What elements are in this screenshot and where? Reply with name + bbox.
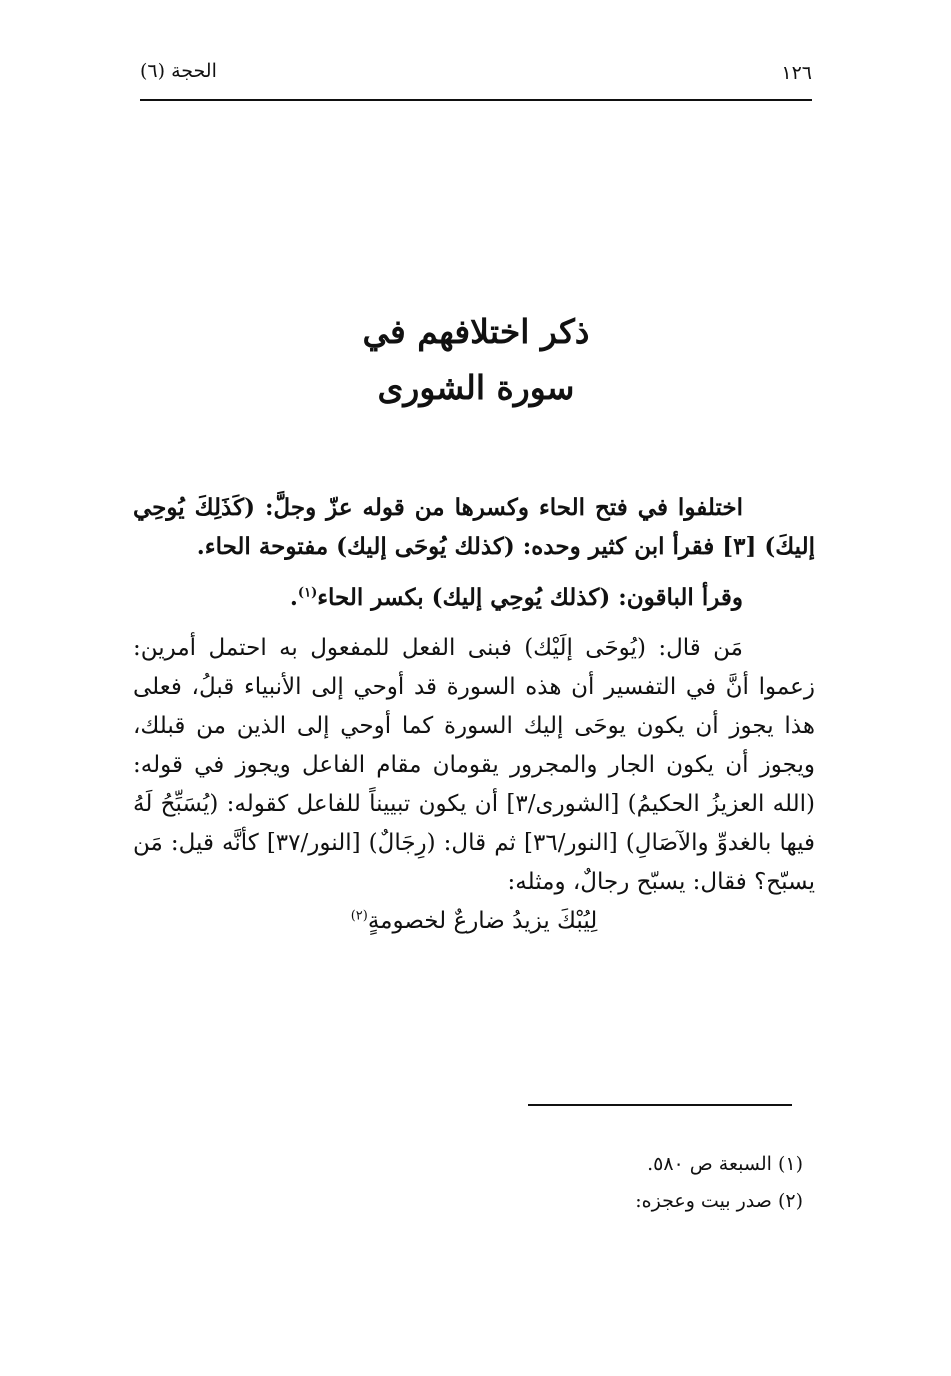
running-header: [140, 58, 812, 94]
chapter-title-line-2: سورة الشورى: [377, 368, 575, 407]
footnotes: [203, 1146, 803, 1220]
chapter-title: [140, 304, 812, 416]
footnote-ref-2: (٢): [350, 908, 368, 924]
chapter-title-line-1: ذكر اختلافهم في: [362, 312, 590, 351]
paragraph-3: مَن قال: (يُوحَى إلَيْك) فبنى الفعل للمفعول به احتمل أمرين: زعموا أنَّ في التفسير أن هذه السورة قد أوحي إلى الأنبياء قبلُ، فعلى هذا يجوز أن يكون يوحَى إليك السورة كما أوحي إلى الذين من قبلك، ويجوز أن يكون الجار والمجرور يقومان مقام الفاعل ويجوز في قوله: (الله العزيزُ الحكيمُ) [الشورى/٣] أن يكون تبييناً للفاعل كقوله: (يُسَبِّحُ لَهُ فيها بالغدوِّ والآصَالِ) [النور/٣٦] ثم قال: (رِجَالٌ) [النور/٣٧] كأنَّه قيل: مَن يسبّح؟ فقال: يسبّح رجالٌ، ومثله:: [133, 635, 816, 895]
footnote-1: (١) السبعة ص ٥٨٠.: [647, 1153, 803, 1175]
footnote-ref-1: (١): [297, 585, 318, 601]
footnote-divider: [528, 1104, 792, 1106]
footnote-2: (٢) صدر بيت وعجزه:: [635, 1190, 803, 1212]
page-number: ١٢٦: [781, 62, 812, 84]
running-title: الحجة (٦): [140, 60, 217, 82]
paragraph-2-text: وقرأ الباقون: (كذلك يُوحِي إليك) بكسر الحاء: [317, 584, 743, 611]
header-divider: [140, 99, 812, 101]
body-text: [133, 488, 815, 941]
verse-line: [133, 902, 815, 941]
paragraph-1: اختلفوا في فتح الحاء وكسرها من قوله عزّ وجلَّ: (كَذَلِكَ يُوحِي إليكَ) [٣] فقرأ ابن كثير وحده: (كذلك يُوحَى إليك) مفتوحة الحاء.: [133, 494, 815, 560]
paragraph-2-end: .: [289, 584, 298, 611]
paragraph-2: [133, 578, 815, 617]
verse-text: لِيُبْكَ يزيدُ ضارعٌ لخصومةٍ: [367, 908, 598, 934]
